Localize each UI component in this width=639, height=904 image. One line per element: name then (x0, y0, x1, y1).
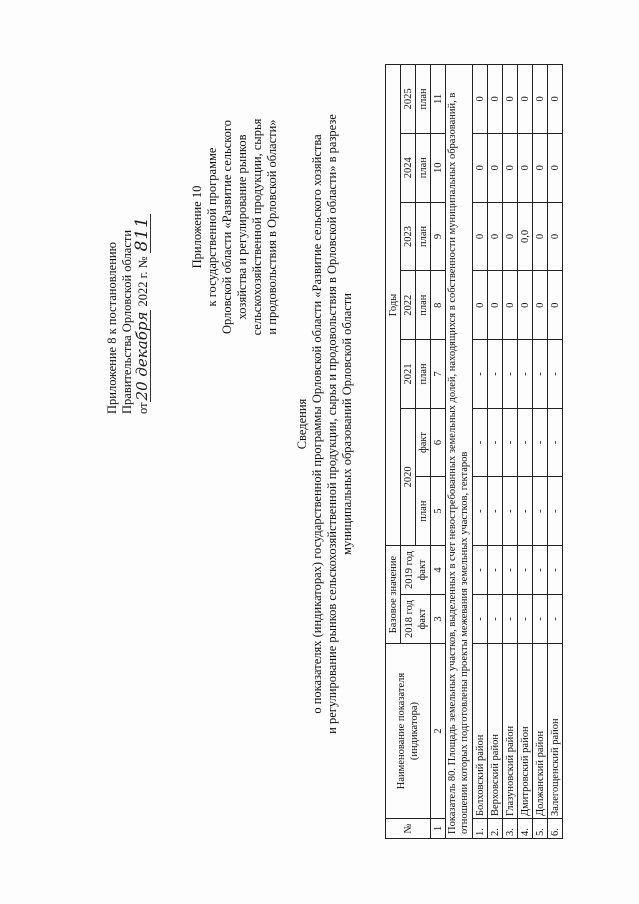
value-cell: 0 (488, 133, 503, 202)
col-number: 1 (431, 819, 446, 839)
col-number: 3 (431, 595, 446, 644)
header-2019: 2019 год факт (401, 546, 431, 595)
value-cell: - (473, 340, 488, 409)
value-cell: 0 (533, 271, 548, 340)
header-2020: 2020 (401, 408, 416, 545)
annex-line-2: к государственной программе (205, 147, 219, 307)
header-2021: 2021 (401, 340, 416, 409)
value-cell: - (518, 546, 533, 595)
value-cell: - (503, 477, 518, 546)
col-number: 2 (431, 644, 446, 819)
value-cell: 0 (503, 202, 518, 271)
value-cell: 0 (548, 202, 563, 271)
value-cell: 0 (473, 65, 488, 134)
row-number: 1. (473, 819, 488, 839)
value-cell: - (488, 340, 503, 409)
row-number: 3. (503, 819, 518, 839)
value-cell: 0 (533, 202, 548, 271)
header-2024-plan: план (416, 133, 431, 202)
value-cell: 0 (533, 65, 548, 134)
col-number: 11 (431, 65, 446, 134)
district-name: Дмитровский район (518, 644, 533, 819)
title-line-2: и регулирование рынков сельскохозяйственной продукции, сырья и продовольствия в Орловской области» в разрезе (325, 114, 339, 734)
value-cell: - (473, 595, 488, 644)
column-numbers-row (431, 65, 446, 839)
col-number: 7 (431, 340, 446, 409)
header-2024: 2024 (401, 133, 416, 202)
header-2022-plan: план (416, 271, 431, 340)
value-cell: 0 (473, 271, 488, 340)
value-cell: 0 (473, 133, 488, 202)
title-line-3: муниципальных образований Орловской области (340, 293, 354, 555)
header-row-1 (386, 65, 401, 839)
approval-block (105, 84, 151, 414)
title-line-1: о показателях (индикаторах) государственной программы Орловской области «Развитие сельского хозяйства (310, 134, 324, 714)
header-2020-plan: план (416, 477, 431, 546)
value-cell: - (533, 546, 548, 595)
value-cell: - (548, 408, 563, 476)
district-name: Верховский район (488, 644, 503, 819)
value-cell: 0 (548, 133, 563, 202)
value-cell: 0 (503, 133, 518, 202)
header-2022: 2022 (401, 271, 416, 340)
annex-line-5: сельскохозяйственной продукции, сырья (250, 118, 264, 336)
value-cell: - (488, 546, 503, 595)
value-cell: - (488, 408, 503, 476)
value-cell: - (488, 595, 503, 644)
value-cell: - (503, 408, 518, 476)
row-number: 6. (548, 819, 563, 839)
value-cell: 0 (533, 133, 548, 202)
header-2025-plan: план (416, 65, 431, 134)
value-cell: - (533, 340, 548, 409)
annex-block (190, 62, 280, 392)
col-number: 9 (431, 202, 446, 271)
value-cell: 0 (503, 65, 518, 134)
handwritten-date: 20 декабря (133, 311, 151, 401)
value-cell: - (518, 595, 533, 644)
header-2020-fact: факт (416, 408, 431, 476)
handwritten-number: 811 (132, 215, 152, 252)
annex-line-4: хозяйства и регулирование рынков (235, 134, 249, 320)
district-name: Должанский район (533, 644, 548, 819)
col-number: 5 (431, 477, 446, 546)
col-number: 8 (431, 271, 446, 340)
table-row (503, 65, 518, 839)
value-cell: 0 (548, 271, 563, 340)
value-cell: - (503, 546, 518, 595)
value-cell: - (533, 408, 548, 476)
value-cell: - (518, 408, 533, 476)
row-number: 5. (533, 819, 548, 839)
header-2025: 2025 (401, 65, 416, 134)
value-cell: - (503, 340, 518, 409)
value-cell: 0 (488, 271, 503, 340)
table-row (518, 65, 533, 839)
value-cell: 0 (548, 65, 563, 134)
annex-line-1: Приложение 10 (190, 185, 204, 269)
row-number: 4. (518, 819, 533, 839)
header-2021-plan: план (416, 340, 431, 409)
value-cell: 0 (518, 133, 533, 202)
title-heading: Сведения (295, 398, 309, 450)
header-base-value: Базовое значение (386, 546, 401, 644)
district-rows (473, 65, 563, 839)
value-cell: - (518, 477, 533, 546)
table-row (533, 65, 548, 839)
value-cell: - (533, 477, 548, 546)
value-cell: - (548, 477, 563, 546)
table-row (548, 65, 563, 839)
value-cell: 0 (518, 271, 533, 340)
value-cell: - (473, 408, 488, 476)
value-cell: - (548, 546, 563, 595)
district-name: Залегощенский район (548, 644, 563, 819)
approval-line-1: Приложение 8 к постановлению (105, 242, 119, 414)
table-row (488, 65, 503, 839)
col-number: 4 (431, 546, 446, 595)
value-cell: - (503, 595, 518, 644)
value-cell: 0 (473, 202, 488, 271)
header-years: Годы (386, 65, 401, 546)
annex-line-6: и продовольствия в Орловской области» (265, 119, 279, 335)
header-2023-plan: план (416, 202, 431, 271)
value-cell: 0,0 (518, 202, 533, 271)
col-number: 10 (431, 133, 446, 202)
value-cell: 0 (518, 65, 533, 134)
value-cell: - (548, 340, 563, 409)
indicators-table (385, 64, 563, 839)
value-cell: - (473, 477, 488, 546)
header-2023: 2023 (401, 202, 416, 271)
value-cell: 0 (488, 65, 503, 134)
value-cell: - (488, 477, 503, 546)
value-cell: 0 (503, 271, 518, 340)
value-cell: 0 (488, 202, 503, 271)
row-number: 2. (488, 819, 503, 839)
district-name: Болховский район (473, 644, 488, 819)
header-2018: 2018 год факт (401, 595, 431, 644)
annex-line-3: Орловской области «Развитие сельского (220, 120, 234, 334)
district-name: Глазуновский район (503, 644, 518, 819)
header-number: № (386, 819, 431, 839)
value-cell: - (473, 546, 488, 595)
value-cell: - (548, 595, 563, 644)
value-cell: - (518, 340, 533, 409)
document-title (295, 44, 355, 804)
table-row (473, 65, 488, 839)
col-number: 6 (431, 408, 446, 476)
value-cell: - (533, 595, 548, 644)
approval-line-3 (132, 84, 152, 414)
header-indicator-name: Наименование показателя (индикатора) (386, 644, 431, 819)
approval-date-prefix: от (136, 402, 150, 414)
indicator-description: Показатель 80. Площадь земельных участков, выделенных в счет невостребованных земельных долей, находящихся в собственности муниципальных образований, в отношении которых подготовлены проекты межевания земельных участков, гектаров (446, 65, 473, 839)
approval-line-2: Правительства Орловской области (120, 229, 134, 414)
indicator-row (446, 65, 473, 839)
approval-year: 2022 г. № (136, 256, 150, 307)
